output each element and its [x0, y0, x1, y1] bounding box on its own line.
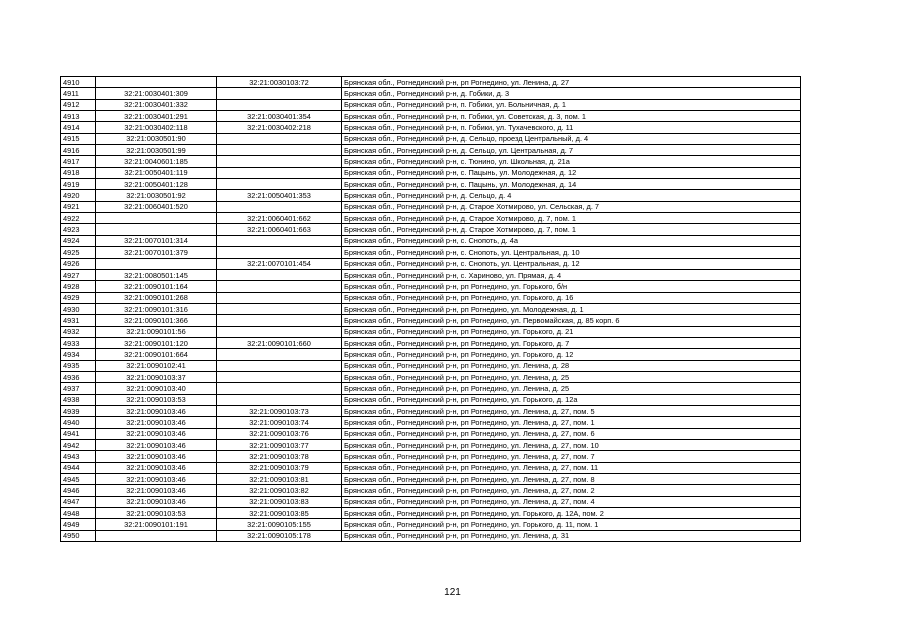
row-number-cell: 4940	[61, 417, 96, 428]
room-cadastral-number-cell: 32:21:0090103:76	[217, 428, 342, 439]
address-cell: Брянская обл., Рогнединский р-н, с. Снопоть, ул. Центральная, д. 10	[342, 247, 801, 258]
room-cadastral-number-cell: 32:21:0090103:85	[217, 508, 342, 519]
address-cell: Брянская обл., Рогнединский р-н, с. Снопоть, ул. Центральная, д. 12	[342, 258, 801, 269]
room-cadastral-number-cell	[217, 383, 342, 394]
address-cell: Брянская обл., Рогнединский р-н, с. Тюнино, ул. Школьная, д. 21а	[342, 156, 801, 167]
room-cadastral-number-cell: 32:21:0090103:79	[217, 462, 342, 473]
table-row	[61, 303, 801, 314]
room-cadastral-number-cell	[217, 281, 342, 292]
address-cell: Брянская обл., Рогнединский р-н, с. Пацынь, ул. Молодежная, д. 12	[342, 167, 801, 178]
table-row	[61, 337, 801, 348]
address-cell: Брянская обл., Рогнединский р-н, рп Рогнедино, ул. Ленина, д. 31	[342, 530, 801, 541]
room-cadastral-number-cell: 32:21:0060401:663	[217, 224, 342, 235]
address-cell: Брянская обл., Рогнединский р-н, рп Рогнедино, ул. Ленина, д. 27, пом. 2	[342, 485, 801, 496]
room-cadastral-number-cell	[217, 235, 342, 246]
row-number-cell: 4942	[61, 440, 96, 451]
address-cell: Брянская обл., Рогнединский р-н, рп Рогнедино, ул. Молодежная, д. 1	[342, 303, 801, 314]
cadastral-number-cell: 32:21:0090101:164	[96, 281, 217, 292]
cadastral-number-cell: 32:21:0090103:37	[96, 371, 217, 382]
room-cadastral-number-cell	[217, 269, 342, 280]
table-row	[61, 122, 801, 133]
table-row	[61, 315, 801, 326]
row-number-cell: 4922	[61, 213, 96, 224]
table-row	[61, 519, 801, 530]
row-number-cell: 4913	[61, 111, 96, 122]
table-row	[61, 292, 801, 303]
address-cell: Брянская обл., Рогнединский р-н, д. Старое Хотмирово, д. 7, пом. 1	[342, 213, 801, 224]
table-row	[61, 224, 801, 235]
room-cadastral-number-cell	[217, 88, 342, 99]
row-number-cell: 4930	[61, 303, 96, 314]
row-number-cell: 4947	[61, 496, 96, 507]
address-cell: Брянская обл., Рогнединский р-н, рп Рогнедино, ул. Горького, д. 12А, пом. 2	[342, 508, 801, 519]
row-number-cell: 4950	[61, 530, 96, 541]
row-number-cell: 4935	[61, 360, 96, 371]
table-row	[61, 111, 801, 122]
address-cell: Брянская обл., Рогнединский р-н, д. Сельцо, д. 4	[342, 190, 801, 201]
room-cadastral-number-cell	[217, 394, 342, 405]
room-cadastral-number-cell	[217, 247, 342, 258]
cadastral-number-cell: 32:21:0090103:40	[96, 383, 217, 394]
table-row	[61, 462, 801, 473]
room-cadastral-number-cell	[217, 133, 342, 144]
cadastral-number-cell: 32:21:0030501:99	[96, 145, 217, 156]
cadastral-number-cell: 32:21:0090103:46	[96, 462, 217, 473]
cadastral-number-cell: 32:21:0070101:379	[96, 247, 217, 258]
room-cadastral-number-cell	[217, 326, 342, 337]
room-cadastral-number-cell: 32:21:0090103:82	[217, 485, 342, 496]
room-cadastral-number-cell	[217, 145, 342, 156]
table-row	[61, 99, 801, 110]
room-cadastral-number-cell	[217, 201, 342, 212]
row-number-cell: 4910	[61, 77, 96, 88]
room-cadastral-number-cell: 32:21:0090103:78	[217, 451, 342, 462]
address-cell: Брянская обл., Рогнединский р-н, рп Рогнедино, ул. Горького, д. 12	[342, 349, 801, 360]
table-row	[61, 485, 801, 496]
row-number-cell: 4921	[61, 201, 96, 212]
table-row	[61, 179, 801, 190]
address-cell: Брянская обл., Рогнединский р-н, рп Рогнедино, ул. Ленина, д. 27, пом. 5	[342, 405, 801, 416]
table-row	[61, 440, 801, 451]
address-cell: Брянская обл., Рогнединский р-н, рп Рогнедино, ул. Ленина, д. 27, пом. 10	[342, 440, 801, 451]
table-row	[61, 349, 801, 360]
cadastral-number-cell: 32:21:0050401:128	[96, 179, 217, 190]
cadastral-number-cell: 32:21:0090103:53	[96, 394, 217, 405]
address-cell: Брянская обл., Рогнединский р-н, с. Хариново, ул. Прямая, д. 4	[342, 269, 801, 280]
address-cell: Брянская обл., Рогнединский р-н, рп Рогнедино, ул. Ленина, д. 28	[342, 360, 801, 371]
cadastral-number-cell: 32:21:0090101:191	[96, 519, 217, 530]
address-cell: Брянская обл., Рогнединский р-н, рп Рогнедино, ул. Первомайская, д. 85 корп. 6	[342, 315, 801, 326]
cadastral-number-cell: 32:21:0030402:118	[96, 122, 217, 133]
cadastral-number-cell: 32:21:0060401:520	[96, 201, 217, 212]
address-cell: Брянская обл., Рогнединский р-н, д. Старое Хотмирово, ул. Сельская, д. 7	[342, 201, 801, 212]
address-cell: Брянская обл., Рогнединский р-н, рп Рогнедино, ул. Ленина, д. 27, пом. 11	[342, 462, 801, 473]
table-row	[61, 190, 801, 201]
table-row	[61, 383, 801, 394]
row-number-cell: 4945	[61, 474, 96, 485]
address-cell: Брянская обл., Рогнединский р-н, рп Рогнедино, ул. Ленина, д. 25	[342, 371, 801, 382]
table-row	[61, 428, 801, 439]
cadastral-number-cell: 32:21:0030501:90	[96, 133, 217, 144]
row-number-cell: 4916	[61, 145, 96, 156]
table-row	[61, 258, 801, 269]
row-number-cell: 4920	[61, 190, 96, 201]
cadastral-number-cell: 32:21:0090103:46	[96, 405, 217, 416]
room-cadastral-number-cell: 32:21:0090103:74	[217, 417, 342, 428]
table-row	[61, 156, 801, 167]
cadastral-number-cell: 32:21:0090103:46	[96, 496, 217, 507]
cadastral-number-cell: 32:21:0090101:56	[96, 326, 217, 337]
room-cadastral-number-cell: 32:21:0090103:77	[217, 440, 342, 451]
table-row	[61, 281, 801, 292]
address-cell: Брянская обл., Рогнединский р-н, рп Рогнедино, ул. Ленина, д. 27, пом. 8	[342, 474, 801, 485]
table-row	[61, 167, 801, 178]
row-number-cell: 4917	[61, 156, 96, 167]
room-cadastral-number-cell: 32:21:0030401:354	[217, 111, 342, 122]
row-number-cell: 4933	[61, 337, 96, 348]
address-cell: Брянская обл., Рогнединский р-н, рп Рогнедино, ул. Горького, д. 21	[342, 326, 801, 337]
cadastral-number-cell: 32:21:0090101:316	[96, 303, 217, 314]
room-cadastral-number-cell	[217, 99, 342, 110]
cadastral-number-cell: 32:21:0080501:145	[96, 269, 217, 280]
cadastral-number-cell: 32:21:0090102:41	[96, 360, 217, 371]
room-cadastral-number-cell: 32:21:0030402:218	[217, 122, 342, 133]
address-cell: Брянская обл., Рогнединский р-н, рп Рогнедино, ул. Ленина, д. 27, пом. 1	[342, 417, 801, 428]
row-number-cell: 4939	[61, 405, 96, 416]
row-number-cell: 4924	[61, 235, 96, 246]
table-row	[61, 508, 801, 519]
row-number-cell: 4919	[61, 179, 96, 190]
row-number-cell: 4944	[61, 462, 96, 473]
row-number-cell: 4912	[61, 99, 96, 110]
row-number-cell: 4928	[61, 281, 96, 292]
row-number-cell: 4931	[61, 315, 96, 326]
cadastral-number-cell: 32:21:0030401:291	[96, 111, 217, 122]
cadastral-number-cell: 32:21:0090103:46	[96, 451, 217, 462]
page-number: 121	[444, 587, 461, 598]
table-row	[61, 133, 801, 144]
records-table-body	[61, 77, 801, 542]
row-number-cell: 4943	[61, 451, 96, 462]
address-cell: Брянская обл., Рогнединский р-н, рп Рогнедино, ул. Ленина, д. 27, пом. 7	[342, 451, 801, 462]
table-row	[61, 247, 801, 258]
room-cadastral-number-cell	[217, 292, 342, 303]
cadastral-number-cell: 32:21:0090101:664	[96, 349, 217, 360]
address-cell: Брянская обл., Рогнединский р-н, рп Рогнедино, ул. Ленина, д. 27, пом. 6	[342, 428, 801, 439]
cadastral-number-cell: 32:21:0090101:268	[96, 292, 217, 303]
cadastral-number-cell: 32:21:0070101:314	[96, 235, 217, 246]
address-cell: Брянская обл., Рогнединский р-н, рп Рогнедино, ул. Горького, д. 11, пом. 1	[342, 519, 801, 530]
address-cell: Брянская обл., Рогнединский р-н, рп Рогнедино, ул. Горького, д. 12а	[342, 394, 801, 405]
row-number-cell: 4937	[61, 383, 96, 394]
row-number-cell: 4926	[61, 258, 96, 269]
room-cadastral-number-cell: 32:21:0090101:660	[217, 337, 342, 348]
table-row	[61, 405, 801, 416]
address-cell: Брянская обл., Рогнединский р-н, д. Старое Хотмирово, д. 7, пом. 1	[342, 224, 801, 235]
row-number-cell: 4946	[61, 485, 96, 496]
room-cadastral-number-cell: 32:21:0050401:353	[217, 190, 342, 201]
cadastral-number-cell: 32:21:0030401:332	[96, 99, 217, 110]
table-row	[61, 326, 801, 337]
room-cadastral-number-cell: 32:21:0090103:83	[217, 496, 342, 507]
address-cell: Брянская обл., Рогнединский р-н, д. Гобики, д. 3	[342, 88, 801, 99]
cadastral-number-cell: 32:21:0090103:46	[96, 440, 217, 451]
table-row	[61, 269, 801, 280]
row-number-cell: 4949	[61, 519, 96, 530]
address-cell: Брянская обл., Рогнединский р-н, д. Сельцо, ул. Центральная, д. 7	[342, 145, 801, 156]
records-table	[60, 76, 801, 542]
cadastral-number-cell	[96, 213, 217, 224]
row-number-cell: 4936	[61, 371, 96, 382]
row-number-cell: 4938	[61, 394, 96, 405]
room-cadastral-number-cell	[217, 360, 342, 371]
table-row	[61, 417, 801, 428]
table-row	[61, 77, 801, 88]
address-cell: Брянская обл., Рогнединский р-н, рп Рогнедино, ул. Ленина, д. 27	[342, 77, 801, 88]
table-row	[61, 213, 801, 224]
address-cell: Брянская обл., Рогнединский р-н, с. Пацынь, ул. Молодежная, д. 14	[342, 179, 801, 190]
address-cell: Брянская обл., Рогнединский р-н, п. Гобики, ул. Тухачевского, д. 11	[342, 122, 801, 133]
cadastral-number-cell	[96, 224, 217, 235]
room-cadastral-number-cell: 32:21:0090103:81	[217, 474, 342, 485]
room-cadastral-number-cell: 32:21:0090105:178	[217, 530, 342, 541]
cadastral-number-cell	[96, 530, 217, 541]
row-number-cell: 4911	[61, 88, 96, 99]
address-cell: Брянская обл., Рогнединский р-н, п. Гобики, ул. Больничная, д. 1	[342, 99, 801, 110]
row-number-cell: 4948	[61, 508, 96, 519]
row-number-cell: 4915	[61, 133, 96, 144]
cadastral-number-cell: 32:21:0090101:366	[96, 315, 217, 326]
room-cadastral-number-cell	[217, 315, 342, 326]
room-cadastral-number-cell: 32:21:0090105:155	[217, 519, 342, 530]
row-number-cell: 4927	[61, 269, 96, 280]
table-row	[61, 371, 801, 382]
cadastral-number-cell: 32:21:0090103:46	[96, 428, 217, 439]
table-row	[61, 474, 801, 485]
row-number-cell: 4918	[61, 167, 96, 178]
row-number-cell: 4941	[61, 428, 96, 439]
cadastral-number-cell	[96, 77, 217, 88]
table-row	[61, 530, 801, 541]
row-number-cell: 4923	[61, 224, 96, 235]
table-row	[61, 360, 801, 371]
row-number-cell: 4929	[61, 292, 96, 303]
table-row	[61, 451, 801, 462]
row-number-cell: 4914	[61, 122, 96, 133]
room-cadastral-number-cell: 32:21:0090103:73	[217, 405, 342, 416]
cadastral-number-cell: 32:21:0090103:46	[96, 485, 217, 496]
room-cadastral-number-cell	[217, 179, 342, 190]
room-cadastral-number-cell: 32:21:0030103:72	[217, 77, 342, 88]
cadastral-number-cell: 32:21:0090103:46	[96, 474, 217, 485]
cadastral-number-cell: 32:21:0050401:119	[96, 167, 217, 178]
table-row	[61, 145, 801, 156]
address-cell: Брянская обл., Рогнединский р-н, рп Рогнедино, ул. Горького, б/н	[342, 281, 801, 292]
row-number-cell: 4934	[61, 349, 96, 360]
table-row	[61, 201, 801, 212]
address-cell: Брянская обл., Рогнединский р-н, рп Рогнедино, ул. Ленина, д. 27, пом. 4	[342, 496, 801, 507]
room-cadastral-number-cell	[217, 303, 342, 314]
cadastral-number-cell	[96, 258, 217, 269]
cadastral-number-cell: 32:21:0030401:309	[96, 88, 217, 99]
address-cell: Брянская обл., Рогнединский р-н, рп Рогнедино, ул. Горького, д. 7	[342, 337, 801, 348]
address-cell: Брянская обл., Рогнединский р-н, п. Гобики, ул. Советская, д. 3, пом. 1	[342, 111, 801, 122]
table-row	[61, 235, 801, 246]
address-cell: Брянская обл., Рогнединский р-н, д. Сельцо, проезд Центральный, д. 4	[342, 133, 801, 144]
address-cell: Брянская обл., Рогнединский р-н, рп Рогнедино, ул. Ленина, д. 25	[342, 383, 801, 394]
row-number-cell: 4932	[61, 326, 96, 337]
room-cadastral-number-cell	[217, 371, 342, 382]
table-row	[61, 88, 801, 99]
cadastral-number-cell: 32:21:0030501:92	[96, 190, 217, 201]
room-cadastral-number-cell	[217, 349, 342, 360]
table-row	[61, 394, 801, 405]
row-number-cell: 4925	[61, 247, 96, 258]
room-cadastral-number-cell	[217, 167, 342, 178]
cadastral-number-cell: 32:21:0090103:53	[96, 508, 217, 519]
room-cadastral-number-cell: 32:21:0070101:454	[217, 258, 342, 269]
cadastral-number-cell: 32:21:0040601:185	[96, 156, 217, 167]
room-cadastral-number-cell: 32:21:0060401:662	[217, 213, 342, 224]
cadastral-number-cell: 32:21:0090101:120	[96, 337, 217, 348]
room-cadastral-number-cell	[217, 156, 342, 167]
cadastral-number-cell: 32:21:0090103:46	[96, 417, 217, 428]
table-row	[61, 496, 801, 507]
address-cell: Брянская обл., Рогнединский р-н, с. Снопоть, д. 4а	[342, 235, 801, 246]
address-cell: Брянская обл., Рогнединский р-н, рп Рогнедино, ул. Горького, д. 16	[342, 292, 801, 303]
